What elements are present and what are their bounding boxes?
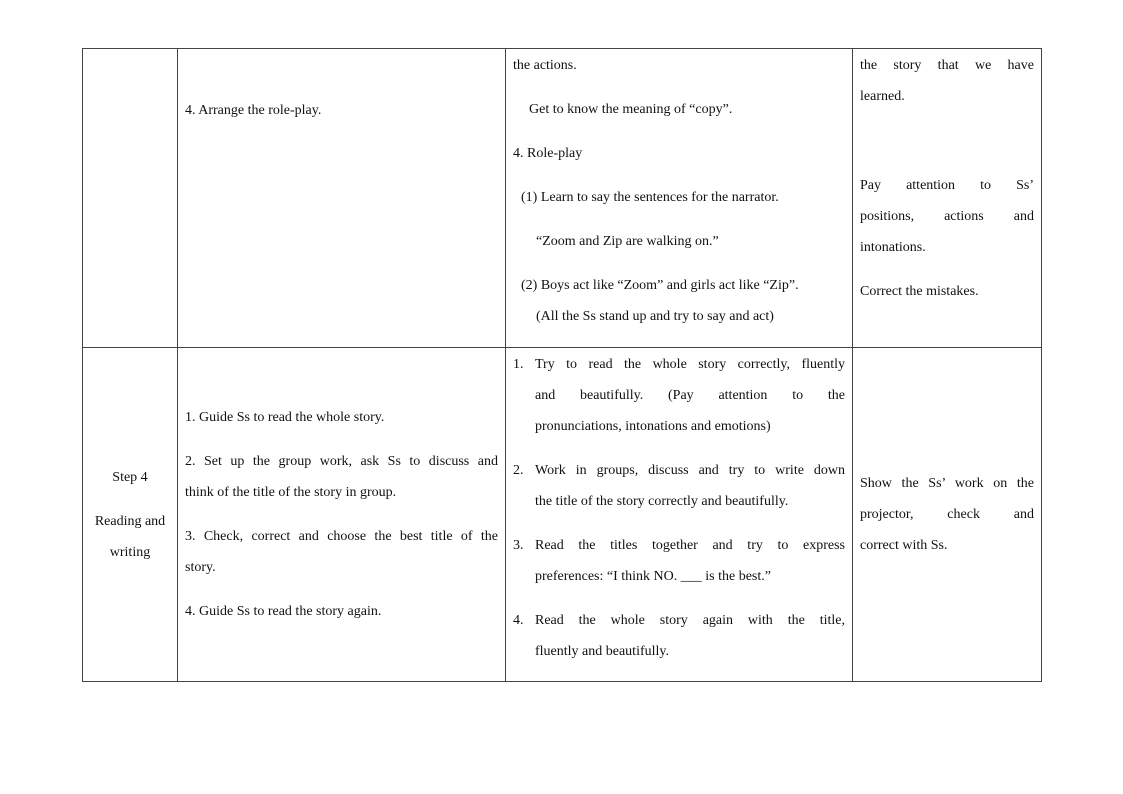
table-row — [83, 49, 1042, 348]
step-cell: Step 4 Reading and writing — [83, 348, 178, 682]
lesson-plan-table — [82, 48, 1042, 682]
teacher-activity-cell: 1. Guide Ss to read the whole story. 2. Set up the group work, ask Ss to discuss and think of the title of the story in group. 3. Check, correct and choose the best title of the story. 4. Guide Ss to read the story again. — [178, 348, 506, 682]
step-label: Step 4 — [112, 469, 148, 485]
step-cell — [83, 49, 178, 348]
teacher-activity-cell — [178, 49, 506, 348]
list-item: 3. Read the titles together and try to express preferences: “I think NO. ___ is the best.” — [513, 538, 845, 584]
list-item: 1. Try to read the whole story correctly, fluently and beautifully. (Pay attention to the pronunciations, intonations and emotions) — [513, 357, 845, 434]
purpose-cell: the story that we have learned. Pay attention to Ss’ positions, actions and intonations. Correct the mistakes. — [853, 49, 1042, 348]
student-activity-cell: the actions. Get to know the meaning of “copy”. 4. Role-play (1) Learn to say the sentences for the narrator. “Zoom and Zip are walking on.” (2) Boys act like “Zoom” and girls act like “Zip”. (All the Ss stand up and try to say and act) — [506, 49, 853, 348]
purpose-cell: Show the Ss’ work on the projector, check and correct with Ss. — [853, 348, 1042, 682]
list-item: 2. Work in groups, discuss and try to write down the title of the story correctly and beautifully. — [513, 463, 845, 509]
student-activity-cell — [506, 348, 853, 682]
table-row — [83, 348, 1042, 682]
list-item: 4. Read the whole story again with the title, fluently and beautifully. — [513, 613, 845, 659]
teacher-text: 4. Arrange the role-play. — [185, 103, 322, 118]
